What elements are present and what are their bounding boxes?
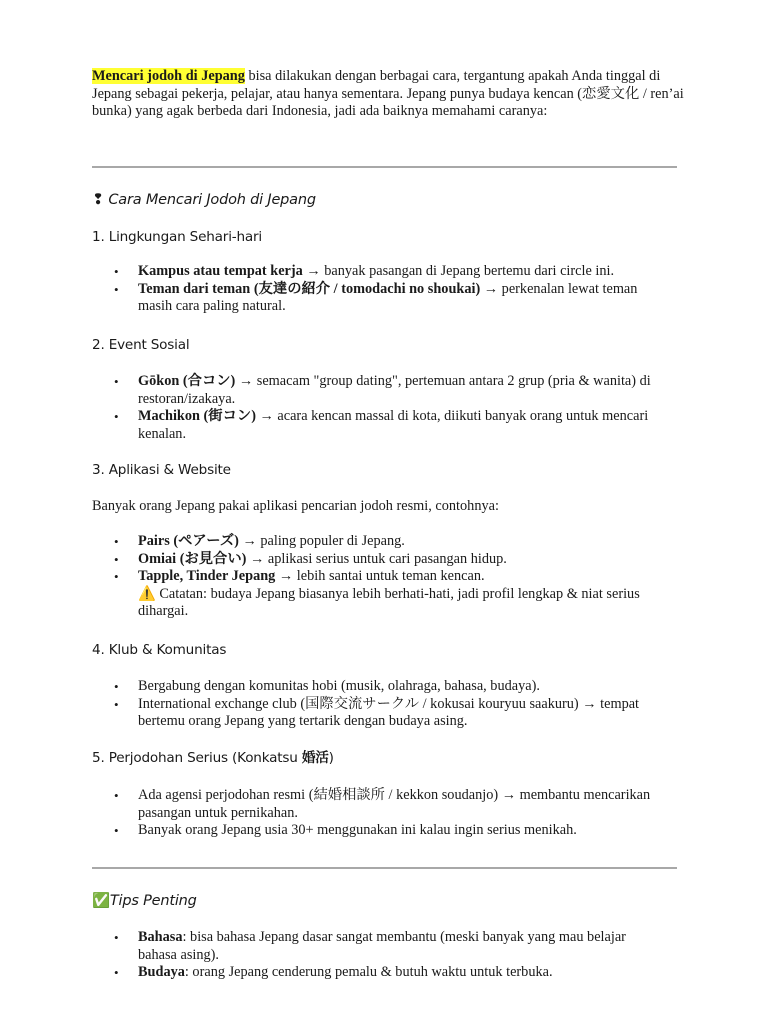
list-item: [92, 696, 652, 731]
aplikasi-intro: Banyak orang Jepang pakai aplikasi pencarian jodoh resmi, contohnya:: [92, 498, 499, 514]
list-item: [92, 929, 652, 964]
list-item: [92, 568, 652, 621]
divider: [92, 867, 677, 869]
item-text: : orang Jepang cenderung pemalu & butuh waktu untuk terbuka.: [184, 964, 553, 981]
item-text: → perkenalan lewat teman masih cara paling natural.: [138, 280, 638, 315]
list-item: [92, 964, 652, 982]
subheading-lingkungan: 1. Lingkungan Sehari-hari: [92, 229, 262, 245]
list-item: [92, 533, 652, 551]
list-lingkungan: [92, 263, 652, 316]
list-item: [92, 373, 652, 408]
intro-paragraph: [92, 68, 684, 121]
item-text: → acara kencan massal di kota, diikuti banyak orang untuk mencari kenalan.: [138, 408, 649, 442]
subheading-kanji: 婚活: [301, 750, 329, 766]
check-mark-icon: ✅: [92, 893, 110, 909]
item-term: Teman dari teman (友達の紹介 / tomodachi no shoukai): [138, 280, 481, 297]
list-item: [92, 281, 652, 316]
item-text: Banyak orang Jepang usia 30+ menggunakan ini kalau ingin serius menikah.: [138, 822, 577, 839]
subheading-aplikasi: 3. Aplikasi & Website: [92, 462, 231, 478]
section-title-cara: Cara Mencari Jodoh di Jepang: [108, 192, 316, 208]
list-aplikasi: [92, 533, 652, 621]
item-text: International exchange club (国際交流サークル / kokusai kouryuu saakuru) → tempat bertemu orang Jepang yang tertarik dengan budaya asing.: [138, 695, 640, 730]
list-perjodohan: [92, 787, 652, 840]
item-text: → lebih santai untuk teman kencan.: [275, 568, 485, 585]
item-text: Bergabung dengan komunitas hobi (musik, olahraga, bahasa, budaya).: [138, 678, 540, 694]
subheading-perjodohan: [92, 749, 334, 767]
item-term: Bahasa: [138, 929, 183, 945]
item-text: → aplikasi serius untuk cari pasangan hidup.: [246, 550, 507, 567]
subheading-klub: 4. Klub & Komunitas: [92, 642, 227, 658]
section-heading-cara: [92, 190, 316, 210]
item-term: Tapple, Tinder Jepang: [138, 568, 276, 585]
list-klub: [92, 678, 652, 731]
section-title-tips: Tips Penting: [109, 893, 197, 909]
intro-text: bisa dilakukan dengan berbagai cara, tergantung apakah Anda tinggal di Jepang sebagai pekerja, pelajar, atau hanya sementara. Jepang punya budaya kencan (恋愛文化 / ren’ai bunka) yang agak berbeda dari Indonesia, jadi ada baiknya memahami caranya:: [92, 68, 684, 120]
item-term: Pairs (ペアーズ): [138, 533, 239, 549]
list-item: [92, 408, 652, 443]
list-item: [92, 263, 652, 281]
item-term: Gōkon (合コン): [138, 373, 236, 389]
item-text: Ada agensi perjodohan resmi (結婚相談所 / kekkon soudanjo) → membantu mencarikan pasangan untuk pernikahan.: [138, 787, 651, 821]
list-tips: [92, 929, 652, 982]
list-item: [92, 787, 652, 822]
subheading-text: 5. Perjodohan Serius (Konkatsu: [92, 750, 302, 766]
subheading-event: 2. Event Sosial: [92, 337, 190, 353]
item-term: Omiai (お見合い): [138, 550, 247, 567]
item-text: → banyak pasangan di Jepang bertemu dari circle ini.: [302, 263, 615, 279]
item-term: Machikon (街コン): [138, 408, 256, 425]
subheading-close: ): [328, 750, 334, 766]
warning-note: ⚠️ Catatan: budaya Jepang biasanya lebih berhati-hati, jadi profil lengkap & niat serius dihargai.: [138, 585, 640, 620]
item-text: → semacam "group dating", pertemuan antara 2 grup (pria & wanita) di restoran/izakaya.: [138, 373, 651, 407]
lightbulb-icon: ❢: [92, 192, 104, 208]
item-term: Budaya: [138, 964, 185, 981]
item-term: Kampus atau tempat kerja: [138, 263, 303, 279]
section-heading-tips: [92, 891, 197, 911]
divider: [92, 166, 677, 168]
list-item: [92, 551, 652, 569]
list-event: [92, 373, 652, 443]
item-text: : bisa bahasa Jepang dasar sangat membantu (meski banyak yang mau belajar bahasa asing).: [138, 929, 626, 963]
intro-highlight: Mencari jodoh di Jepang: [92, 68, 245, 84]
list-item: [92, 822, 652, 840]
list-item: [92, 678, 652, 696]
item-text: → paling populer di Jepang.: [238, 533, 405, 549]
